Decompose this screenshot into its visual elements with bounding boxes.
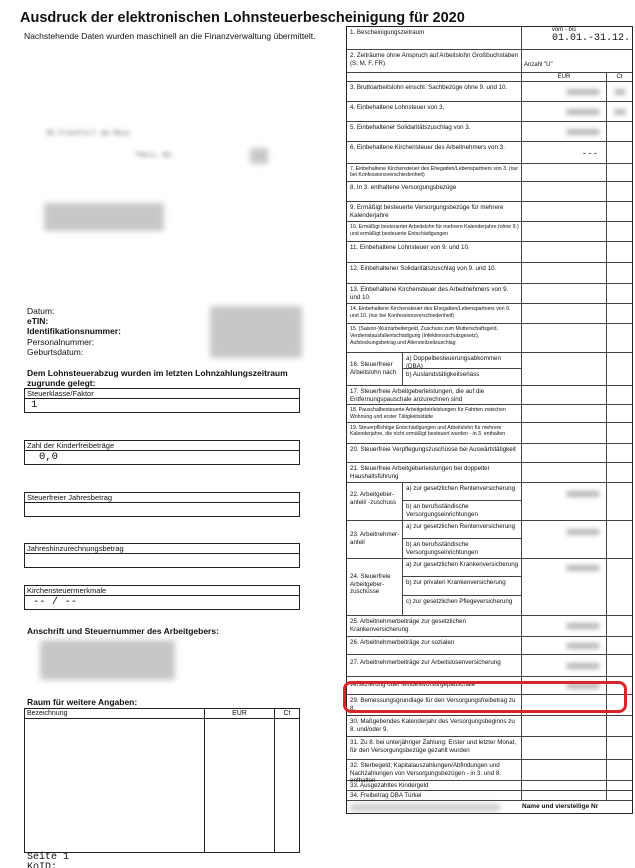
jahresbetrag-label: Steuerfreier Jahresbetrag [25,493,299,503]
label-etin: eTIN: [27,316,49,326]
label-id: Identifikationsnummer: [27,326,121,336]
kinderfreibetraege-value: 0,0 [39,451,58,463]
row-15: 15. (Saison-)Kurzarbeitergeld, Zuschuss zum Mutterschaftsgeld, Verdienstausfallentschädigung (Infektionsschutzgesetz), Aufstockungsbetrag und Altersteilzeitzuschlag [347,324,632,353]
row-1: 1. Bescheinigungszeitraum vom - bis 01.01.-31.12. [347,27,632,50]
hinzurechnung-value [25,554,299,567]
row-11: 11. Einbehaltene Lohnsteuer von 9. und 10. [347,242,632,263]
label-geburtsdatum: Geburtsdatum: [27,347,84,357]
name-nr-label: Name und vierstellige Nr [522,803,599,810]
row-6: 6. Einbehaltene Kirchensteuer des Arbeitnehmers von 3. --- [347,142,632,164]
row-header [347,73,632,82]
kinderfreibetraege-label: Zahl der Kinderfreibeträge [25,441,299,451]
col-bezeichnung: Bezeichnung [25,709,205,719]
kirchensteuer-label: Kirchensteuermerkmale [25,586,299,596]
koid: KoID: [27,862,58,868]
row-14: 14. Einbehaltene Kirchensteuer des Ehegatten/Lebenspartners von 9. und 10. (nur bei Konfessionsverschiedenheit) [347,304,632,324]
zeitraum-value: 01.01.-31.12. [551,33,630,44]
row-20: 20. Steuerfreie Verpflegungszuschüsse bei Auswärtstätigkeit [347,444,632,463]
row-33: 33. Ausgezahltes Kindergeld [347,781,632,791]
address-line: 96 Frankfurt am Main [46,130,131,138]
redacted-pers [250,148,268,164]
row-28: versicherung oder Mindestvorsorgepauschale [347,677,632,695]
row-9: 9. Ermäßigt besteuerte Versorgungsbezüge für mehrere Kalenderjahre [347,202,632,222]
raum-table [24,708,300,853]
col-eur: EUR [205,709,275,719]
row-29: 29. Bemessungsgrundlage für den Versorgungsfreibetrag zu 8. [347,695,632,716]
row-30: 30. Maßgebendes Kalenderjahr des Versorgungsbeginns zu 8. und/oder 9. [347,716,632,737]
row-2: 2. Zeiträume ohne Anspruch auf Arbeitslohn Großbuchstaben (S, M, F, FR) Anzahl "U" [347,50,632,73]
row-16: 16. Steuerfreier Arbeitslohn nach a) Doppelbesteuerungsabkommen (DBA) b) Auslandstätigkeitserlass [347,353,632,386]
section-raum: Raum für weitere Angaben: [27,697,138,707]
label-datum: Datum: [27,306,55,316]
row-19: 19. Steuerpflichtige Entschädigungen und Arbeitslohn für mehrere Kalenderjahre, die nicht ermäßigt besteuert wurden - in 3. enthalten [347,423,632,444]
box-steuerklasse [24,388,300,413]
row-31: 31. Zu 8. bei unterjähriger Zahlung: Erster und letzter Monat, für den Versorgungsbezüge gezahlt wurden [347,737,632,760]
redacted-address [44,203,164,231]
steuerklasse-value: 1 [31,399,38,411]
hinzurechnung-label: Jahreshinzurechnungsbetrag [25,544,299,554]
page-subtitle: Nachstehende Daten wurden maschinell an die Finanzverwaltung übermittelt. [24,31,316,41]
col-ct: Ct [616,74,623,80]
row-32: 32. Sterbegeld; Kapitalauszahlungen/Abfindungen und Nachzahlungen von Versorgungsbezügen - in 3. und 8. enthalten [347,760,632,781]
box-jahresbetrag [24,492,300,517]
section-lohnsteuerabzug: Dem Lohnsteuerabzug wurden im letzten Lohnzahlungszeitraum zugrunde gelegt: [27,368,288,388]
row-24: 24. Steuerfreie Arbeitgeber-zuschüsse a) zur gesetzlichen Krankenversicherung b) zur privaten Krankenversicherung c) zur gesetzlichen Pflegeversicherung [347,559,632,616]
box-hinzurechnung [24,543,300,568]
row-25: 25. Arbeitnehmerbeiträge zur gesetzlichen Krankenversicherung [347,616,632,637]
kirchensteuer-dash: --- [581,149,598,159]
row-34: 34. Freibetrag DBA Türkei [347,791,632,801]
section-arbeitgeber: Anschrift und Steuernummer des Arbeitgebers: [27,626,219,636]
row-26: 26. Arbeitnehmerbeiträge zur sozialen [347,637,632,655]
row-4: 4. Einbehaltene Lohnsteuer von 3. [347,102,632,122]
kirchensteuer-value: -- / -- [33,596,78,608]
row-23: 23. Arbeitnehmer-anteil a) zur gesetzlichen Rentenversicherung b) an berufsständische Versorgungseinrichtungen [347,521,632,559]
row-18: 18. Pauschalbesteuerte Arbeitgeberleistungen für Fahrten zwischen Wohnung und erster Tätigkeitsstätte [347,405,632,423]
label-personalnummer: Personalnummer: [27,337,95,347]
row-5: 5. Einbehaltener Solidaritätszuschlag von 3. [347,122,632,142]
anzahl-u: Anzahl "U" [524,62,553,68]
row-8: 8. In 3. enthaltene Versorgungsbezüge [347,182,632,202]
col-eur: EUR [522,73,607,81]
col-ct: Ct [275,709,300,719]
row-22: 22. Arbeitgeber-anteil/ -zuschuss a) zur gesetzlichen Rentenversicherung b) an berufsständische Versorgungseinrichtungen [347,483,632,521]
box-kirchensteuer [24,585,300,610]
row-3: 3. Bruttoarbeitslohn einschl. Sachbezüge ohne 9. und 10. [347,82,632,102]
row-7: 7. Einbehaltene Kirchensteuer des Ehegatten/Lebenspartners von 3. (nur bei Konfessionsverschiedenheit) [347,164,632,182]
row-27: 27. Arbeitnehmerbeiträge zur Arbeitslosenversicherung [347,655,632,677]
row-21: 21. Steuerfreie Arbeitgeberleistungen bei doppelter Haushaltsführung [347,463,632,483]
pers-nr-line: *Pers.-Nr. [134,152,177,160]
redacted-employer [40,640,175,680]
steuerklasse-label: Steuerklasse/Faktor [25,389,299,399]
row-12: 12. Einbehaltener Solidaritätszuschlag von 9. und 10. [347,263,632,284]
page-title: Ausdruck der elektronischen Lohnsteuerbescheinigung für 2020 [20,10,465,26]
box-kinderfreibetraege [24,440,300,465]
row-35 [347,801,632,813]
page-number: Seite 1 [27,852,70,863]
jahresbetrag-value [25,503,299,516]
row-17: 17. Steuerfreie Arbeitgeberleistungen, die auf die Entfernungspauschale anzurechnen sind [347,386,632,405]
von-bis-label: vom - bis [551,27,577,33]
row-10: 10. Ermäßigt besteuerter Arbeitslohn für mehrere Kalenderjahre (ohne 9.) und ermäßigt besteuerte Entschädigungen [347,222,632,242]
redacted-personal-values [210,306,302,358]
highlight-row-27 [343,681,627,713]
row-13: 13. Einbehaltene Kirchensteuer des Arbeitnehmers von 9. und 10. [347,284,632,304]
